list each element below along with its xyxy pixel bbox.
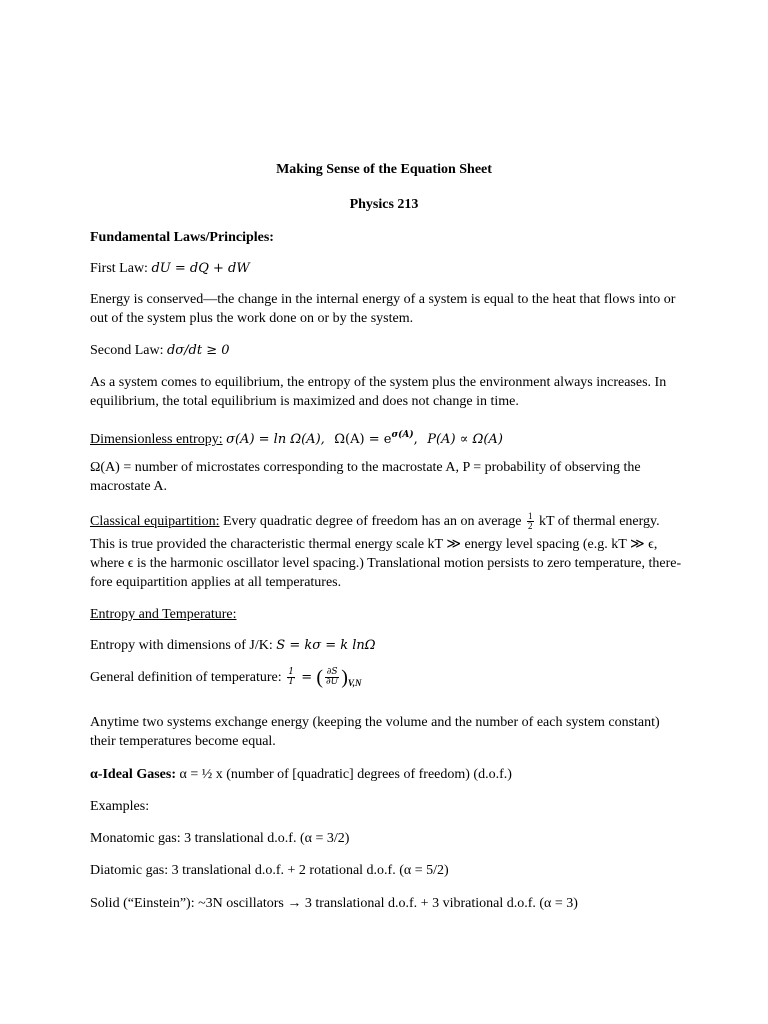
temperature-definition-label: General definition of temperature: xyxy=(90,670,286,685)
first-law-equation: dU = dQ + dW xyxy=(151,261,250,276)
temperature-desc-line-2: their temperatures become equal. xyxy=(90,734,276,749)
equipartition-label: Classical equipartition: xyxy=(90,514,220,529)
first-law-description: Energy is conserved—the change in the internal energy of a system is equal to the heat that flows into or out of the system plus the work done on or by the system. xyxy=(90,292,676,326)
equipartition-text: Every quadratic degree of freedom has an on average xyxy=(219,514,525,529)
entropy-eq-omega: $\Omega(A) = e^{\sigma(A)}$, xyxy=(334,430,418,447)
second-law-description: As a system comes to equilibrium, the entropy of the system plus the environment always increases. In equilibrium, the total equilibrium is maximized and does not change in time. xyxy=(90,375,667,409)
temperature-subscript: V,N xyxy=(347,678,362,688)
equipartition-line-2: This is true provided the characteristic thermal energy scale kT ≫ energy level spacing (e.g. kT ≫ ϵ, xyxy=(90,537,658,552)
entropy-desc-line-1: Ω(A) = number of microstates corresponding to the macrostate A, P = probability of observing the xyxy=(90,460,641,475)
equipartition-line-1 xyxy=(90,512,682,531)
example-monatomic: Monatomic gas: 3 translational d.o.f. (α = 3/2) xyxy=(90,831,350,846)
entropy-dimensions-label: Entropy with dimensions of J/K: xyxy=(90,638,277,653)
entropy-eq-probability: P(A) ∝ Ω(A) xyxy=(427,432,503,447)
second-law-line xyxy=(90,341,682,360)
ideal-gases-label: α-Ideal Gases: xyxy=(90,767,176,782)
section-heading: Fundamental Laws/Principles: xyxy=(90,230,274,245)
dimensionless-entropy-line xyxy=(90,426,682,449)
first-law-line xyxy=(90,259,682,278)
page-subtitle: Physics 213 xyxy=(349,197,419,212)
page-title: Making Sense of the Equation Sheet xyxy=(276,162,492,177)
temperature-definition-line: General definition of temperature: $\frac{1}{T}$ = ( $\frac{\partial S}{\partial U}$ )$_{V,N}$ xyxy=(90,666,362,689)
entropy-desc-line-2: macrostate A. xyxy=(90,479,167,494)
example-solid: Solid (“Einstein”): ~3N oscillators → 3 translational d.o.f. + 3 vibrational d.o.f. (α = 3) xyxy=(90,896,578,911)
examples-label: Examples: xyxy=(90,799,150,814)
half-fraction: $\frac{1}{2}$ xyxy=(528,511,533,532)
ideal-gases-text: α = ½ x (number of [quadratic] degrees of freedom) (d.o.f.) xyxy=(175,767,512,782)
second-law-label: Second Law: xyxy=(90,343,164,358)
equipartition-text-end: kT of thermal energy. xyxy=(535,514,660,529)
inverse-temperature-fraction: $\frac{1}{T}$ xyxy=(288,667,295,688)
temperature-desc-line-1: Anytime two systems exchange energy (keeping the volume and the number of each system constant) xyxy=(90,715,660,730)
equipartition-line-3: where ϵ is the harmonic oscillator level spacing.) Translational motion persists to zero temperature, there- xyxy=(90,556,682,571)
entropy-dimensions-equation: S = kσ = k lnΩ xyxy=(276,638,376,653)
entropy-dimensions-line xyxy=(90,636,682,655)
equipartition-line-4: fore equipartition applies at all temperatures. xyxy=(90,575,342,590)
partial-derivative-fraction: $\frac{\partial S}{\partial U}$ xyxy=(326,667,339,688)
example-diatomic: Diatomic gas: 3 translational d.o.f. + 2 rotational d.o.f. (α = 5/2) xyxy=(90,863,449,878)
entropy-eq-sigma: σ(A) = ln Ω(A), xyxy=(226,432,325,447)
ideal-gases-line xyxy=(90,765,682,784)
entropy-temperature-heading: Entropy and Temperature: xyxy=(90,607,237,622)
dimensionless-entropy-label: Dimensionless entropy: xyxy=(90,432,223,447)
first-law-label: First Law: xyxy=(90,261,148,276)
second-law-equation: dσ/dt ≥ 0 xyxy=(166,343,230,358)
